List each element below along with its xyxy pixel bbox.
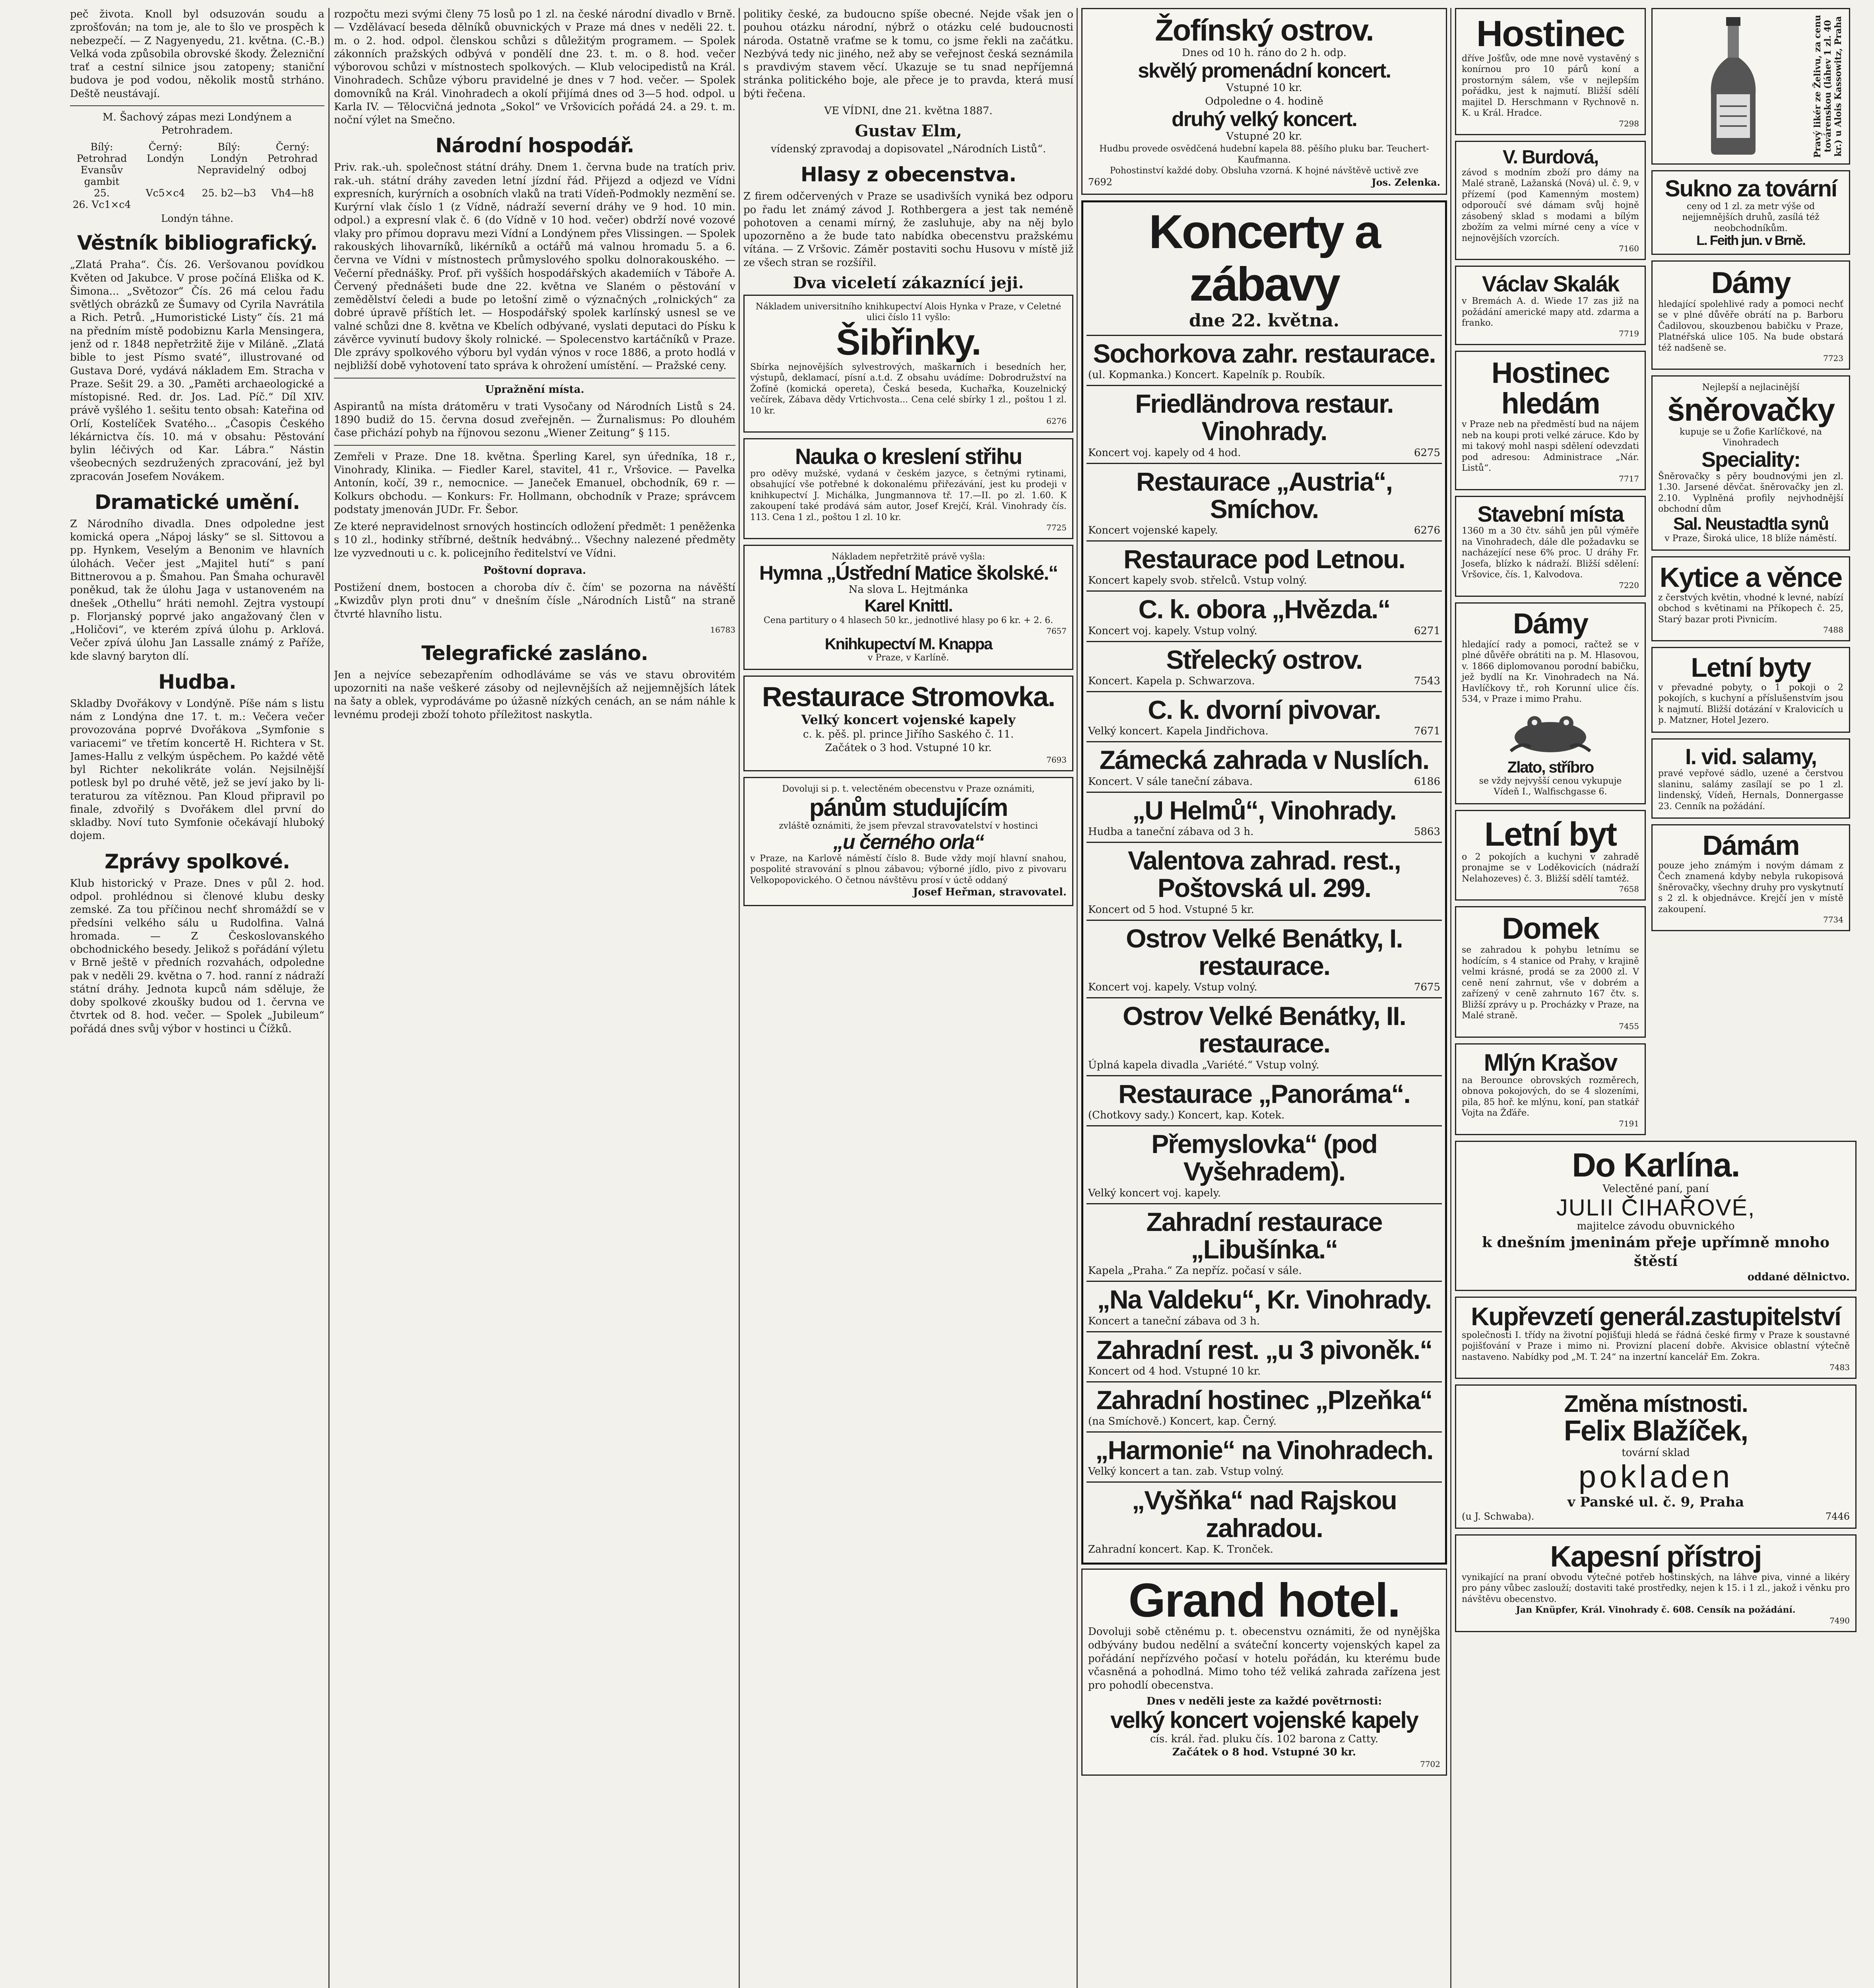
ad-kapesni-text: vynikající na praní obvodu výtečné potřeb hoštinských, na láhve piva, vinné a likéry pro pány vůbec zaslouží; dostaviti také prostředky, nejen k 15. i 1 zl., jakož i věnku pro návštěvu obecenstvo.: [1462, 1572, 1850, 1604]
ad-drawing-title: Nauka o kreslení střihu: [795, 444, 1022, 469]
concert-item: [1086, 641, 1442, 691]
ad-number: 7671: [1414, 725, 1440, 738]
ad-liquor-text: Pravý likér ze Želivu, za cenu továrenskou (láhev 1 zl. 40 kr.) u Alois Kassowitz, Praha: [1812, 15, 1843, 158]
ad-zofin-line: skvělý promenádní koncert.: [1138, 59, 1391, 82]
ad-number: 7702: [1420, 1759, 1440, 1769]
ad-number: 7658: [1619, 884, 1639, 894]
concert-detail-row: [1088, 369, 1440, 381]
bottle-illustration: [1697, 15, 1769, 158]
concert-detail: Velký koncert. Kapela Jindřichova.: [1088, 725, 1269, 738]
concert-item: [1086, 1281, 1442, 1331]
postal-text: Postižení dnem, bostocen a choroba dív č. čím' se pozorna na návěští „Kwizdův plyn proti dnu“ v dnešním čísle „Národních Listů“ na straně čtvrté hlavního listu.: [334, 582, 735, 620]
ad-zmena: [1455, 1384, 1857, 1529]
ad-number: 7692: [1088, 176, 1113, 188]
ad-kapesni-title: Kapesní přístroj: [1550, 1540, 1761, 1573]
concert-venue: Zahradní hostinec „Plzeňka“: [1096, 1385, 1432, 1415]
concert-venue: Sochorkova zahr. restaurace.: [1093, 338, 1436, 368]
concert-item: [1086, 540, 1442, 590]
ad-hymn-composer: Karel Knittl.: [864, 596, 953, 616]
ad-grand-line: Začátek o 8 hod. Vstupné 30 kr.: [1172, 1746, 1356, 1759]
concert-venue: „Vyšňka“ nad Rajskou zahradou.: [1132, 1485, 1397, 1543]
ad-hymn-price: Cena partitury o 4 hlasech 50 kr., jednotlivé hlasy po 6 kr. + 2. 6.: [763, 615, 1053, 626]
column-rule: [739, 8, 740, 1988]
concert-detail-row: [1088, 1543, 1440, 1555]
concert-item: [1086, 1125, 1442, 1203]
concert-detail: Úplná kapela divadla „Variété.“ Vstup volný.: [1088, 1059, 1319, 1071]
ad-salamy-text: pravé vepřové sádlo, uzené a čerstvou slaninu, salámy zasílají se po 1 zl. lindenský, Vídeň, Hernals, Donnergasse 23. Cenník na požádání.: [1658, 769, 1843, 812]
economy-text: Priv. rak.-uh. společnost státní dráhy. Dnem 1. června bude na tratích priv. rak.-uh. státní dráhy zaveden letní jízdní řád. Přijezd a odjezd ve Vídni expresních, kurýrních a osobních vlaků na trati Vídeň-Podmokly nezmění se. Kurýrní vlak číslo 1 (z Vídně, nádraží severní dráhy ve 9 hod. 10 min. odpol.) a expresní vlak č. 6 (do Vídně v 10 hod. večer) obdrží nové vozové vlaky pro přímou dopravu mezi Vídní a Londýnem přes Vlissingen. — Spolek rakouských lihovarníků, likérníků a octářů má valnou hromadu 5. a 6. června ve Vídni v místnostech průmyslového spolku dolnorakouského. — Večerní přednášky. Prof. při vyšších hospodářských akademiích v Táboře A. Červený přednášeti bude dne 22. května ve Slaném o pěstování v zemědělství čeledi a bude po letošní zimě o význačných „rolnických“ za dobré úpravě příštích let. — Hospodářský spolek karlínský usnesl se ve valné schůzi dne 8. května ve Kbelích odbývané, vyslati deputaci do Písku k závěrce vyvinutí budovy školy rolnické. — Spolecenstvo kartáčníků v Praze. Dle zprávy spolkového výboru byl vydán výnos v roce 1886, a proto hodlá v nejbližší době vyhotovení tato správa k ohrožení umístění. — Pražské ceny.: [334, 161, 735, 372]
ad-orel-title: „u černého orla“: [833, 831, 984, 854]
ad-number: 7725: [1046, 523, 1067, 533]
column-1: [70, 8, 324, 1988]
ad-number: 7191: [1619, 1118, 1639, 1128]
concert-detail: Koncert kapely svob. střelců. Vstup volný.: [1088, 575, 1307, 587]
ad-stromovka-line: Začátek o 3 hod. Vstupné 10 kr.: [825, 742, 992, 754]
ad-zofin-line: Vstupné 20 kr.: [1226, 130, 1302, 143]
ad-stavebni-title: Stavební místa: [1477, 501, 1624, 526]
ad-sibrinky-title: Šibřinky.: [836, 322, 981, 363]
ad-speciality-text: Šněrovačky s pěry boudnovými jen zl. 1.30. Jarsené děvčat. šněrovačky jen zl. 2.10. Vyplněná profily nejvhodnější obchodní dům: [1658, 471, 1843, 514]
concert-detail-row: [1088, 725, 1440, 737]
concert-detail-row: [1088, 1315, 1440, 1327]
ad-number: 7488: [1823, 625, 1843, 635]
chess-row: 26. Vc1×c4: [72, 199, 131, 211]
ad-hostinec-title: Hostinec: [1476, 14, 1625, 54]
ad-number: 7298: [1619, 118, 1639, 128]
ad-drawing-text: pro oděvy mužské, vydaná v českém jazyce, s četnými rytinami, obsahující vše potřebné k dokonalému přiřezávání, jest ku prodeji v knihkupectví J. Michálka, Jungmannova tř. 17.—II. po zl. 1.60. K zakoupení také prodává sám autor, Josef Krejčí, Král. Vinohrady čís. 113. Cena 1 zl., poštou 1 zl. 10 kr.: [750, 468, 1067, 522]
concert-item: [1086, 463, 1442, 541]
signature-name: Gustav Elm,: [855, 122, 962, 141]
section-heading-telegraph: Telegrafické zasláno.: [421, 641, 648, 665]
ad-stavebni-text: 1360 m a 30 čtv. sáhů jen půl výměře na Vinohradech, dále dle požadavku se nacházející nese 6% proc. U dráhy Fr. Josefa, blízko k nádraží. Bližší sdělení: Vršovice, čís. 1, Kalvodova.: [1462, 526, 1639, 580]
ad-grand-text: Dovoluji sobě ctěnému p. t. obecenstvu oznámiti, že od nynějška odbývány budou nedělní a sváteční koncerty vojenských kapel za pořádání nepřízvého počasí v hotelu pořádán, ku kterému bude včasněná a pohodlná. Mimo toho též veliká zahrada zařízena jest pro pohodlí obecenstva.: [1088, 1625, 1440, 1692]
ad-stromovka-title: Restaurace Stromovka.: [762, 681, 1055, 712]
ad-neustadtl-title: Sal. Neustadtla synů: [1673, 514, 1829, 534]
concert-detail: Koncert vojenské kapely.: [1088, 524, 1218, 537]
concert-venue: Zahradní rest. „u 3 pivoněk.“: [1096, 1335, 1432, 1365]
ad-damy-1: [1651, 260, 1850, 370]
ad-zmena-title: Změna místnosti.: [1564, 1390, 1748, 1417]
ad-liquor: [1651, 8, 1850, 165]
ad-letni-byt: [1455, 810, 1646, 901]
concert-detail-row: [1088, 575, 1440, 586]
ad-karlina-signature: oddané dělnictvo.: [1747, 1271, 1850, 1283]
concert-venue: Restaurace pod Letnou.: [1123, 544, 1405, 574]
music-text: Skladby Dvořákovy v Londýně. Píše nám s listu nám z Londýna dne 17. t. m.: Večera večer provozována poprvé Dvořákova „Symfonie s variacemi“ ve třetím koncertě H. Richtera v St. James-Hallu z velkým úspěchem. Po každé větě byl Richter nekolikráte volán. Nejsilnější potlesk byl po druhé větě, jež se jeví jako by li-teraturou za vítěznou. Pan Kloud připravil po finale, zdvořilý s Dvořákem dlel první do skladby. Noví tuto Symfonie očekávají hluboký dojem.: [70, 697, 324, 842]
ad-sukno-text: ceny od 1 zl. za metr výše od nejjemnějších druhů, zasílá též neobchodníkům.: [1682, 201, 1820, 233]
concert-venue: Ostrov Velké Benátky, I. restaurace.: [1126, 923, 1403, 980]
ad-zastup-text: společnosti I. třídy na životní pojišťuji hledá se řádná české firmy v Praze k soustavné pojišťování v Praze i mimo ni. Provizní placení dobře. Akvisice oblastní výtečně nastaveno. Nabídky pod „M. T. 24“ na inzertní kancelář Em. Zokra.: [1462, 1330, 1850, 1362]
ad-hymn-sub: Nákladem nepřetržitě právě vyšla:: [831, 552, 985, 562]
concert-venue: „Na Valdeku“, Kr. Vinohrady.: [1097, 1285, 1432, 1314]
ad-domek-title: Domek: [1502, 912, 1599, 946]
ad-number: 7543: [1414, 675, 1440, 687]
ad-number: 16783: [710, 625, 735, 635]
concert-detail-row: [1088, 1365, 1440, 1377]
ad-grand-title: Grand hotel.: [1128, 1573, 1400, 1627]
ad-zofin-title: Žofínský ostrov.: [1155, 14, 1373, 47]
ad-zmena-sub: tovární sklad: [1622, 1446, 1690, 1459]
ad-damy1-text: hledající spolehlivé rady a pomoci nechť se v plné důvěře obrátí na p. Barboru Čadilovou, skouzbenou babičku v Praze, Platnéřská ulice 105. Na bude obstará též nadšeně se.: [1658, 299, 1843, 353]
ad-hostinec: [1455, 8, 1646, 135]
concert-item: [1086, 842, 1442, 920]
concert-venue: Střelecký ostrov.: [1166, 645, 1362, 674]
concert-venue: Zahradní restaurace „Libušínka.“: [1146, 1207, 1382, 1264]
chess-row: Bílý: Černý: Bílý: Černý:: [90, 141, 310, 153]
column-rule: [1077, 8, 1078, 1988]
concert-venue: Restaurace „Austria“, Smíchov.: [1136, 466, 1392, 524]
concert-detail: Koncert. Kapela p. Schwarzova.: [1088, 675, 1255, 687]
divider: [70, 105, 324, 106]
column-rule: [1450, 8, 1451, 1988]
signature-role: vídenský zpravodaj a dopisovatel „Národních Listů“.: [770, 143, 1046, 155]
ad-number: 7717: [1619, 474, 1639, 483]
concert-detail-row: [1088, 675, 1440, 687]
ad-sukno: [1651, 170, 1850, 255]
concert-detail-row: [1088, 524, 1440, 536]
concert-detail-row: [1088, 981, 1440, 993]
concert-item: [1086, 1203, 1442, 1281]
concert-item: [1086, 335, 1442, 385]
concert-detail: Hudba a taneční zábava od 3 h.: [1088, 825, 1254, 838]
concert-detail: (ul. Kopmanka.) Koncert. Kapelník p. Roubík.: [1088, 369, 1325, 381]
ad-stromovka-line: Velký koncert vojenské kapely: [801, 712, 1016, 727]
deaths-text: Zemřeli v Praze. Dne 18. května. Šperling Karel, syn úředníka, 18 r., Vinohrady, Klinika. — Fiedler Karel, stavitel, 41 r., Vršovice. — Pavelka Antonín, kočí, 39 r., nemocnice. — Janeček Emanuel, obchodník, 69 r. — Kolkurs obchodu. — Konkurs: Fr. Hollmann, obchodník v Praze; správcem podstaty jmenován JUDr. Fr. Šebor.: [334, 450, 735, 516]
voices-subheading: Dva viceletí zákaznící jeji.: [793, 273, 1024, 292]
concert-venue: Zámecká zahrada v Nuslích.: [1099, 745, 1429, 775]
ad-neustadtl-text: v Praze, Široká ulice, 18 blíže náměstí.: [1664, 533, 1837, 544]
club-notices: rozpočtu mezi svými členy 75 losů po 1 zl. na české národní divadlo v Brně. — Vzdělávací beseda dělníků obuvnických v Praze má dnes v neděli 22. t. m. o 2. hod. odpol. členskou schůzi s důležitým programem. — Spolek zákonních pražských odbývá v pondělí dne 23. t. m. o 8. hod. večer výborovou schůzi v místnostech spolkových. — Klub velocipedistů na Král. Vinohradech. Schůze výboru pravidelné je dnes v 7 hod. večer. — Spolek domovníků na Král. Vinohradech a okolí přijímá dnes od 3—5 hod. odpol. u Karla IV. — Tělocvičná jednota „Sokol“ ve Vršovicích pořádá 24. a 29. t. m. noční výlet na Smečno.: [334, 8, 735, 126]
ad-kapesni: [1455, 1534, 1857, 1632]
concert-item: [1086, 1431, 1442, 1481]
ad-zastupitelstvi: [1455, 1297, 1857, 1379]
ad-karlina-name: JULII ČIHAŘOVÉ,: [1556, 1194, 1756, 1221]
voices-text: Z firem odčervených v Praze se usadivších vyniká bez odporu po řadu let známý závod J. Rothbergera a jest tak neméně pohotoven a cenami mírný, že zasluhuje, aby na něj bylo upozorněno a že bude tato nabídka obecenstvu pražskému vítána. — Z Vršovic. Záměr postaviti sochu Husovu v místě již ze všech stran se rozšířil.: [743, 190, 1073, 269]
postal-heading: Poštovní doprava.: [483, 564, 586, 577]
lost-found-text: Ze které nepravidelnost srnových hostincích odložení předmět: 1 peněženka s 10 zl., hodinky stříbrné, deštník hedvábný... Všechny nalezené předměty lze vyzvednouti u c. k. policejního ředitelství ve Vídni.: [334, 521, 735, 559]
politics-text: politiky české, za budoucno spíše obecné. Nejde však jen o pouhou otázku národní, nýbrž o otázku celé budoucnosti národa. Ostatně vraťme se k tomu, co jsme řekli na začátku. Nezbývá tedy nic jiného, než aby se veřejnost česká seznámila s pravdivým stavem věcí. Ukazuje se tu snad nepříjemná stránka politického boje, ale přece je to pravda, která musí býti řečena.: [743, 8, 1073, 100]
ad-students-text: zvláště oznámiti, že jsem převzal stravovatelství v hostinci: [779, 821, 1038, 831]
section-heading-drama: Dramatické umění.: [95, 490, 300, 514]
telegraph-text: Jen a nejvíce sebezapřením odhodláváme se vás ve stavu obrovitém upozorniti na naše veškeré zásoby od nejlevnějších až nejjemnějších látek na šaty a oblek, vyprodáváme po úžasně nízkých cenách, an se nám náhle k levnému prodeji zboží tohoto příležitost naskytla.: [334, 669, 735, 721]
ad-number: 7446: [1825, 1510, 1850, 1522]
concert-listing-date: dne 22. května.: [1189, 310, 1340, 331]
ad-grand-concert: velký koncert vojenské kapely: [1110, 1707, 1418, 1733]
concert-item: [1086, 1381, 1442, 1431]
ad-students: [743, 777, 1073, 906]
concert-detail-row: [1088, 1466, 1440, 1477]
concert-detail: Koncert a taneční zábava od 3 h.: [1088, 1315, 1260, 1327]
ad-zlato-title: Zlato, stříbro: [1507, 758, 1594, 776]
ad-kytice-text: z čerstvých květin, vhodné k levné, nabízí obchod s květinami na Příkopech č. 25, Starý bazar proti Pivnicím.: [1658, 592, 1843, 625]
concert-venue: „U Helmů“, Vinohrady.: [1132, 795, 1396, 825]
vacancies-text: Aspirantů na místa drátoměru v trati Vysočany od Národních Listů s 24. 1890 budiž do 15. června dosud zveřejněn. — Žurnalismus: Po dlouhém čase přichází pohyb na říjnovou sezonu „Wiener Zeitung“ § 115.: [334, 400, 735, 439]
concert-item: [1086, 997, 1442, 1075]
ad-grand-line: Dnes v neděli jeste za každé povětrnosti:: [1146, 1695, 1382, 1707]
ad-zofin-line: Odpoledne o 4. hodině: [1205, 95, 1323, 107]
ad-karlina-text: k dnešním jmeninám přeje upřímně mnoho štěstí: [1482, 1234, 1830, 1270]
ad-zofin-line: Pohostinství každé doby. Obsluha vzorná. K hojné návštěvě uctivě zve: [1110, 166, 1419, 176]
intro-text: peč života. Knoll byl odsuzován soudu a zprošťován; na tom je, ale to šlo ve prospěch k nebezpečí. — Z Nagyenyedu, 21. května. (C.-B.) Velká voda způsobila obrovské škody. Železniční trať a cestní silnice jsou zatopeny; staniční budova je pod vodou, několik mostů strháno. Deště neustávají.: [70, 8, 324, 100]
ad-salamy: [1651, 738, 1850, 819]
ad-sukno-firm: L. Feith jun. v Brně.: [1696, 233, 1805, 248]
ad-kytice-title: Kytice a věnce: [1659, 562, 1842, 593]
ad-zofin-signature: Jos. Zelenka.: [1372, 176, 1440, 188]
ad-letni-byty: [1651, 647, 1850, 732]
concert-detail: Koncert voj. kapely. Vstup volný.: [1088, 625, 1257, 637]
ad-number: 7734: [1823, 915, 1843, 925]
section-heading-economy: Národní hospodář.: [435, 134, 634, 157]
ad-hostinec-text: dříve Jošťův, ode mne nově vystavěný s konírnou pro 10 párů koní a prostorným sálem, vše v nejlepším pořádku, jest k najmutí. Bližší sdělí majitel D. Herschmann v Rychnově n. K. u Král. Hradce.: [1462, 53, 1639, 118]
column-rule: [328, 8, 330, 1988]
divider: [334, 445, 735, 446]
concert-detail-row: [1088, 1059, 1440, 1071]
ad-orel-signature: Josef Heřman, stravovatel.: [913, 886, 1067, 899]
ad-hymn: [743, 545, 1073, 670]
ad-grand-line: cís. král. řad. pluku čís. 102 barona z Catty.: [1150, 1733, 1378, 1745]
ad-hledam-title: Hostinec hledám: [1491, 356, 1610, 420]
ad-karlina-role: majitelce závodu obuvnického: [1577, 1220, 1735, 1233]
chess-row: Evansův gambit Nepravidelný odboj: [80, 164, 307, 188]
ad-number: 7657: [1046, 626, 1067, 636]
ad-skalak: [1455, 266, 1646, 345]
ad-burdova-text: závod s modním zboží pro dámy na Malé straně, Lažanská (Nová) ul. č. 9, v přízemí (pod Kamenným mostem) odporoučí své dámam svůj hojně zásobený sklad s modami a bílým zbožím za velmi mírné ceny a více v nejnovějších vzorcích.: [1462, 167, 1639, 243]
ad-zmena-name: Felix Blažíček,: [1564, 1415, 1748, 1447]
concert-detail: Zahradní koncert. Kap. K. Tronček.: [1088, 1543, 1273, 1555]
ad-snurovacky-sub: kupuje se u Žofie Karlíčkové, na Vinohradech: [1679, 427, 1822, 448]
ad-students-title: pánům studujícím: [809, 794, 1008, 821]
divider: [334, 378, 735, 379]
ad-zofin-line: druhý velký koncert.: [1172, 107, 1357, 131]
concert-venue: Přemyslovka“ (pod Vyšehradem).: [1151, 1129, 1377, 1186]
ad-number: 6276: [1046, 416, 1067, 426]
concert-item: [1086, 385, 1442, 463]
chess-row: Petrohrad Londýn Londýn Petrohrad: [76, 153, 318, 165]
ad-zmena-note: (u J. Schwaba).: [1462, 1510, 1535, 1522]
biblio-text: „Zlatá Praha“. Čís. 26. Veršovanou povídkou Květen od Jakubce. V prose počíná Eliška od K. Šimona... „Světozor“ Čís. 26 má celou řadu světlých obrázků ze Šumavy od Cyrila Navrátila a Rich. Petrů. „Humoristické Listy“ čís. 21 má na předním místě podobiznu Karla Mensingera, jenž od r. 1848 nepřetržitě žije v Miláně. „Zlatá bible to jest Písmo svaté“, illustrované od Gustava Doré, vydává nákladem Em. Stracha v Praze. Sešit 29. a 30. „Paměti archaeologické a místopisné. Red. dr. Jos. Lad. Píč.“ Díl XIV. právě vyšlého 1. sešitu tento obsah: Kateřina od Orlí, Kostelíček Svatého... „Časopis Českého lékárnictva čís. 10. má v obsahu: Pěstování bylin léčivých od Kar. Lábra.“ Nástin všeobecných sezdružených zpracování, jež byl zpracován Josefem Novákem.: [70, 259, 324, 483]
concert-venue: Friedländrova restaur. Vinohrady.: [1135, 388, 1393, 446]
ad-burdova-title: V. Burdová,: [1502, 146, 1599, 168]
ad-damam-title: Dámám: [1702, 830, 1799, 861]
concert-item: [1086, 691, 1442, 741]
concert-detail-row: [1088, 1265, 1440, 1277]
concert-detail-row: [1088, 1415, 1440, 1427]
ad-zofin-line: Dnes od 10 h. ráno do 2 h. odp.: [1181, 47, 1347, 59]
ad-number: 7220: [1619, 580, 1639, 590]
ad-number: 7483: [1829, 1363, 1850, 1373]
concert-item: [1086, 1331, 1442, 1381]
ad-number: 7723: [1823, 353, 1843, 363]
ad-burdova: [1455, 141, 1646, 260]
concert-detail: (na Smíchově.) Koncert, kap. Černý.: [1088, 1415, 1277, 1428]
concert-item: [1086, 920, 1442, 998]
concert-listing: [1081, 200, 1447, 1565]
ad-number: 5863: [1414, 825, 1440, 838]
concert-detail: Koncert voj. kapely. Vstup volný.: [1088, 981, 1257, 994]
ad-letni-text: o 2 pokojích a kuchyni v zahradě pronajme se v Loděkovicích (nádraží Nelahozeves) č. 3. Bližší sdělí tamtéž.: [1462, 852, 1639, 884]
section-heading-clubs: Zprávy spolkové.: [105, 850, 290, 873]
column-5: [1455, 8, 1857, 1988]
chess-score: [70, 141, 324, 224]
ad-number: 7490: [1829, 1615, 1850, 1625]
concert-detail-row: [1088, 1187, 1440, 1199]
ad-students-sub: Dovoluji si p. t. velectěném obecenstvu v Praze oznámiti,: [782, 784, 1035, 794]
concert-venue: „Harmonie“ na Vinohradech.: [1095, 1435, 1433, 1465]
ad-letni-byty-title: Letní byty: [1691, 652, 1811, 683]
club-text: Klub historický v Praze. Dnes v půl 2. hod. odpol. prohlédnou si členové klubu desky zemské. Za tou příčinou nechť shromáždí se v předsíni velkého sálu u Rudolfina. Valná hromada. — Z Českoslovanského obchodnického besedy. Jelikož s pořádání výletu v Brně ještě v předních rozvahách, odpoledne pak v neděli 29. května o 7. hod. ranní z nádraží státní dráhy. Jednota kupců nám sděluje, že doby spolkové zkoušky budou od 1. června ve čtvrtek od 8. hod. večer. — Spolek „Jubileum“ pořádá dnes svůj výbor v hostinci u Čížků.: [70, 877, 324, 1035]
ad-stromovka-line: c. k. pěš. pl. prince Jiřího Saského č. 11.: [803, 728, 1014, 741]
concert-detail: Velký koncert a tan. zab. Vstup volný.: [1088, 1466, 1284, 1478]
concert-venue: Restaurace „Panoráma“.: [1118, 1079, 1410, 1109]
ad-number: 6276: [1414, 524, 1440, 537]
concert-item: [1086, 792, 1442, 842]
ad-mlyn-title: Mlýn Krašov: [1484, 1049, 1617, 1076]
concert-detail: Velký koncert voj. kapely.: [1088, 1187, 1221, 1199]
ad-number: 6275: [1414, 447, 1440, 459]
ad-damam: [1651, 824, 1850, 931]
ad-hymn-author: Na slova L. Hejtmánka: [848, 584, 968, 596]
ad-damy2-text: hledající rady a pomoci, račtež se v plné důvěře obrátiti na p. M. Hlasovou, v. 1866 diplomovanou porodní babičku, jež bydlí na Kr. Vinohradech na Ná. Havlíčkovy tř., roh Korunní ulice čís. 534, v Praze i mimo Prahu.: [1462, 639, 1639, 705]
concert-listing-title: Koncerty a zábavy: [1148, 205, 1380, 311]
ad-sukno-title: Sukno za tovární: [1664, 176, 1837, 202]
ad-zmena-item: pokladen: [1578, 1458, 1733, 1494]
concert-detail: Kapela „Praha.“ Za nepříz. počasí v sále.: [1088, 1265, 1302, 1277]
ad-orel-text: v Praze, na Karlově náměstí číslo 8. Bude vždy mojí hlavní snahou, pospolité stravování s plnou zábavou; výborné jídlo, pivo z pivovaru Velkopopovického. O četnou návštěvu prosí v úctě oddaný: [750, 853, 1067, 885]
concert-item: [1086, 1075, 1442, 1125]
ad-damy2-title: Dámy: [1513, 608, 1588, 640]
ad-salamy-title: I. vid. salamy,: [1685, 744, 1817, 769]
ad-domek: [1455, 906, 1646, 1037]
ad-letni-byty-text: v převadné pobyty, o 1 pokoji o 2 pokojích, s kuchyní a příslušenstvím jsou k najmutí. Bližší dotázání v Kralovicích u p. Matzner, Hotel Jezero.: [1658, 682, 1843, 726]
vacancies-heading: Upražnění místa.: [485, 383, 584, 396]
concert-detail: Koncert od 4 hod. Vstupné 10 kr.: [1088, 1365, 1261, 1377]
drama-text: Z Národního divadla. Dnes odpoledne jest komická opera „Nápoj lásky“ se sl. Sittovou a pp. Hynkem, Veselým a Benonim ve hlavních úlohách. Večer jest „Majitel hutí“ s paní Bittnerovou a p. Šmahou. Pan Šmaha ochuravěl poněkud, tak že úlohu Jaga v ustanoveném na dnešek „Othellu“ hráti nemohl. Zejtra vystoupí p. Florjanský poprvé jako angažovaný člen v „Holičovi“, ve kterém zpívá úlohu p. Arklová. Večer zpívá úlohu Jan Lassalle známý z Paříže, kde slavný baryton dlí.: [70, 518, 324, 662]
column-2: [334, 8, 735, 1988]
ad-karlina-sub: Velectěné paní, paní: [1602, 1182, 1709, 1195]
ad-letni-title: Letní byt: [1484, 815, 1616, 853]
concert-venue: Valentova zahrad. rest., Poštovská ul. 299.: [1128, 845, 1401, 903]
ad-skalak-text: v Bremách A. d. Wiede 17 zas již na požádání americké mapy atd. zdarma a franko.: [1462, 296, 1639, 328]
ad-zastup-title: Kupřevzetí generál.zastupitelství: [1471, 1302, 1841, 1331]
ad-zofin: [1081, 8, 1447, 195]
ad-speciality-title: Speciality:: [1701, 447, 1800, 472]
chess-footer: Londýn táhne.: [161, 213, 233, 225]
ad-mlyn-text: na Berounce obrovských rozměrech, obnova pokojových, do se 4 slozeními, pila, 85 hoř. ke mlýnu, koní, pan statkář Vojta na Žďáře.: [1462, 1075, 1639, 1118]
ad-mlyn: [1455, 1043, 1646, 1135]
chess-row: 25. Vc5×c4 25. b2—b3 Vh4—h8: [94, 187, 314, 199]
ad-karlina: [1455, 1141, 1857, 1291]
ad-kapesni-firm: Jan Knüpfer, Král. Vinohrady č. 608. Censík na požádání.: [1516, 1605, 1796, 1615]
ad-skalak-title: Václav Skalák: [1482, 271, 1619, 297]
ad-zofin-line: Hudbu provede osvědčená hudební kapela 88. pěšího pluku bar. Teuchert-Kaufmanna.: [1099, 144, 1429, 165]
ad-number: 7719: [1619, 328, 1639, 338]
ad-hymn-shop-address: v Praze, v Karlíně.: [867, 652, 949, 663]
ad-sibrinky: [743, 295, 1073, 433]
ad-zmena-text: v Panské ul. č. 9, Praha: [1567, 1494, 1744, 1510]
ad-hymn-title: Hymna „Ústřední Matice školské.“: [759, 561, 1058, 584]
ad-karlina-title: Do Karlína.: [1572, 1146, 1740, 1184]
ad-sibrinky-text: Sbírka nejnovějších sylvestrových, maškarních i besedních her, výstupů, deklamací, písní a.t.d. Z obsahu uvádíme: Dobrodružství na Žofíně (komická opereta), Česká beseda, Kuchařka, Kouzelnický večírek, Zábava dědy Vrtichvosta... Cena celé sbírky 1 zl., poštou 1 zl. 10 kr.: [750, 362, 1067, 416]
concert-item: [1086, 741, 1442, 791]
concert-detail-row: [1088, 826, 1440, 838]
concert-list: [1086, 335, 1442, 1559]
concert-detail: Koncert. V sále taneční zábava.: [1088, 775, 1253, 788]
ad-zlato-firm: Vídeň I., Walfischgasse 6.: [1494, 787, 1607, 797]
section-heading-music: Hudba.: [158, 670, 236, 693]
ad-damy-2: [1455, 602, 1646, 804]
ad-snurovacky-pre: Nejlepší a nejlacinější: [1702, 382, 1800, 393]
ad-number: 7675: [1414, 981, 1440, 994]
concert-detail: Koncert od 5 hod. Vstupné 5 kr.: [1088, 903, 1254, 916]
column-4: [1081, 8, 1447, 1988]
concert-detail-row: [1088, 776, 1440, 788]
chess-title: M. Šachový zápas mezi Londýnem a Petrohradem.: [103, 111, 292, 137]
ad-number: 7160: [1619, 244, 1639, 254]
ad-sibrinky-sub: Nákladem universitního knihkupectví Alois Hynka v Praze, v Celetné ulici číslo 11 vyšlo:: [755, 301, 1061, 323]
concert-venue: Ostrov Velké Benátky, II. restaurace.: [1123, 1001, 1406, 1058]
ad-number: 6271: [1414, 625, 1440, 637]
concert-venue: C. k. obora „Hvězda.“: [1138, 594, 1390, 624]
concert-detail-row: [1088, 625, 1440, 637]
concert-detail-row: [1088, 1109, 1440, 1121]
ad-hymn-shop: Knihkupectví M. Knappa: [824, 635, 992, 653]
section-heading-biblio: Věstník bibliografický.: [77, 231, 318, 255]
ad-grand-hotel: [1081, 1569, 1447, 1776]
concert-venue: C. k. dvorní pivovar.: [1148, 695, 1381, 725]
ad-drawing: [743, 438, 1073, 539]
ad-snurovacky-title: šněrovačky: [1667, 392, 1835, 427]
ad-stromovka: [743, 676, 1073, 771]
dateline: VE VÍDNI, dne 21. května 1887.: [824, 105, 993, 117]
ad-number: 7455: [1619, 1021, 1639, 1031]
ad-zofin-line: Vstupné 10 kr.: [1226, 82, 1302, 94]
ad-number: 6186: [1414, 775, 1440, 788]
ad-number: 7693: [1046, 755, 1067, 765]
concert-detail: (Chotkovy sady.) Koncert, kap. Kotek.: [1088, 1109, 1285, 1122]
concert-detail: Koncert voj. kapely od 4 hod.: [1088, 447, 1241, 459]
concert-detail-row: [1088, 904, 1440, 916]
ad-zlato-text: se vždy nejvyšší cenou vykupuje: [1479, 776, 1622, 786]
concert-detail-row: [1088, 447, 1440, 459]
concert-item: [1086, 1481, 1442, 1559]
ad-damam-text: pouze jeho známým i novým dámam z Čech znamená kdyby nebyla rukopisová šněrovačky, všechny druhy pro vyskytnutí s 2 zl. k objednávce. Krejčí jen v místě zakoupení.: [1658, 860, 1843, 914]
ad-snurovacky: [1651, 375, 1850, 551]
ad-hledam-text: v Praze neb na předměstí bud na nájem neb na koupi proti velké záruce. Kdo by mi takový mohl naspi sdělení odevzdati pod adresou: Administrace „Nár. Listů“.: [1462, 419, 1639, 474]
ad-hostinec-hledam: [1455, 351, 1646, 490]
frog-illustration: [1503, 707, 1598, 755]
ad-domek-text: se zahradou k pohybu letnímu se hodícím, s 4 stanice od Prahy, v krajině velmi krásné, prodá se za 2000 zl. V ceně není zahrnut, vše v dobrém a zařízený v ceně zahrnuto 167 čtv. s. Bližší zprávy u p. Procházky v Praze, na Malé straně.: [1462, 945, 1639, 1021]
ad-stavebni: [1455, 496, 1646, 597]
concert-item: [1086, 590, 1442, 641]
column-3: [743, 8, 1073, 1988]
ad-damy1-title: Dámy: [1711, 266, 1791, 300]
ad-kytice: [1651, 556, 1850, 641]
section-heading-voices: Hlasy z obecenstva.: [800, 163, 1017, 186]
